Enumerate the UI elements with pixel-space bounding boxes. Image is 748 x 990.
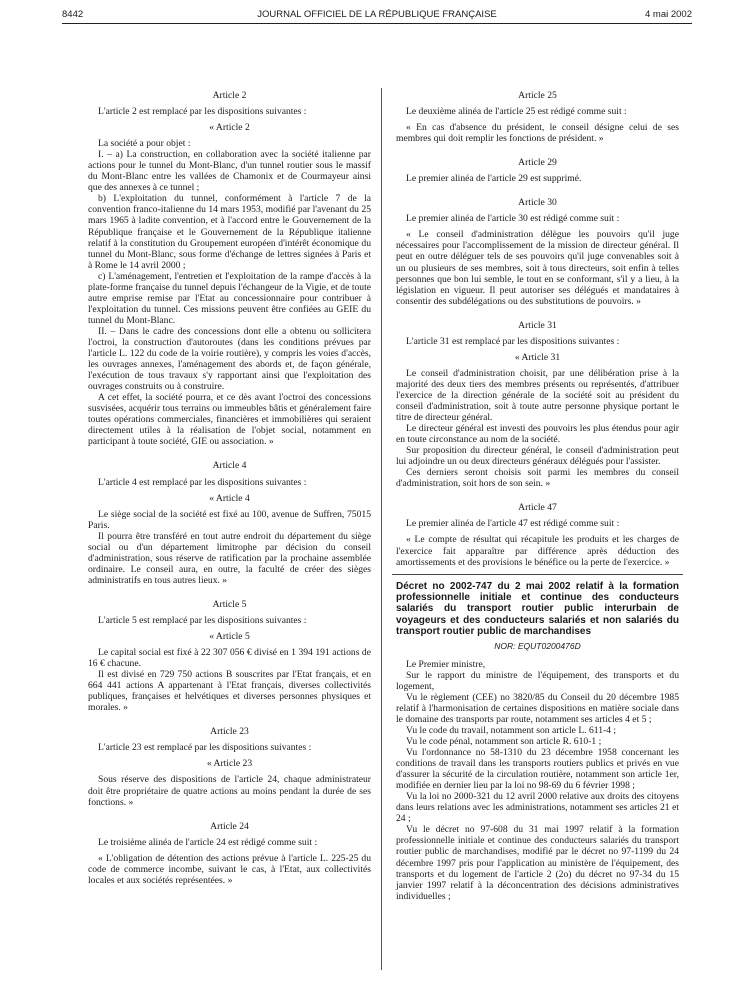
article-intro: L'article 31 est remplacé par les dispositions suivantes : (406, 335, 620, 347)
paragraph: Sur proposition du directeur général, le conseil d'administration peut lui adjoindre un ou deux directeurs généraux délégués pour l'assister. (396, 445, 679, 468)
article-intro: Le troisième alinéa de l'article 24 est rédigé comme suit : (98, 836, 318, 848)
paragraph: II. – Dans le cadre des concessions dont elle a obtenu ou sollicitera l'octroi, la construction d'autoroutes (dans les conditions prévues par l'article L. 122 du code de la voirie routière), y compris les voies d'accès, les ouvrages annexes, l'aménagement des abords et, de façon générale, l'exécution de tous travaux s'y rapportant ainsi que l'exploitation des ouvrages construits ou à construire. (88, 325, 371, 393)
decree-title: Décret no 2002-747 du 2 mai 2002 relatif à la formation professionnelle initiale et continue des conducteurs salariés du transport routier public interurbain de voyageurs et des conducteurs salariés et non salariés du transport routier public de marchandises (396, 580, 679, 638)
paragraph: b) L'exploitation du tunnel, conformément à l'article 7 de la convention franco-italienne du 14 mars 1953, modifié par l'avenant du 25 mars 1965 à ladite convention, et à l'accord entre le Gouvernement de la République française et le Gouvernement de la République italienne relatif à la constitution du Groupement européen d'intérêt économique du tunnel du Mont-Blanc, sous forme d'échange de lettres signées à Paris et à Rome le 14 avril 2000 ; (88, 193, 371, 271)
quoted-article-title: « Article 31 (514, 351, 561, 363)
article-intro: L'article 2 est remplacé par les dispositions suivantes : (98, 106, 307, 118)
article-intro: L'article 4 est remplacé par les dispositions suivantes : (98, 476, 307, 488)
article-title: Article 23 (210, 726, 249, 738)
paragraph: Le directeur général est investi des pouvoirs les plus étendus pour agir en toute circonstance au nom de la société. (396, 423, 679, 446)
paragraph: c) L'aménagement, l'entretien et l'exploitation de la rampe d'accès à la plate-forme française du tunnel depuis l'échangeur de la Vigie, et de toute autre emprise remise par l'Etat au concessionnaire pour contribuer à l'exploitation du tunnel. Ces missions peuvent être confiées au GEIE du tunnel du Mont-Blanc. (88, 270, 371, 326)
paragraph: « En cas d'absence du président, le conseil désigne celui de ses membres qui doit remplir les fonctions de président. » (396, 122, 679, 145)
article-intro: Le premier alinéa de l'article 30 est rédigé comme suit : (406, 213, 620, 225)
page-number: 8442 (62, 9, 84, 20)
paragraph: Le siège social de la société est fixé au 100, avenue de Suffren, 75015 Paris. (88, 508, 371, 531)
publication-date: 4 mai 2002 (644, 9, 692, 20)
paragraph: Le conseil d'administration choisit, par une délibération prise à la majorité des deux tiers des membres présents ou représentés, d'attribuer l'exercice de la direction générale de la société soit au président du conseil d'administration, soit à toute autre personne physique portant le titre de directeur général. (396, 367, 679, 424)
quoted-article-title: « Article 23 (206, 758, 253, 770)
paragraph: Le capital social est fixé à 22 307 056 € divisé en 1 394 191 actions de 16 € chacune. (88, 647, 371, 670)
article-title: Article 4 (212, 460, 247, 472)
left-column (88, 84, 371, 886)
article-intro: L'article 5 est remplacé par les dispositions suivantes : (98, 614, 307, 626)
article-title: Article 25 (518, 90, 557, 101)
right-column (396, 84, 679, 902)
article-title: Article 47 (518, 502, 557, 514)
article-intro: Le deuxième alinéa de l'article 25 est rédigé comme suit : (406, 106, 627, 118)
journal-title: JOURNAL OFFICIEL DE LA RÉPUBLIQUE FRANÇAISE (257, 9, 497, 20)
paragraph: A cet effet, la société pourra, et ce dès avant l'octroi des concessions susvisées, acquérir tous terrains ou immeubles bâtis et généralement faire toutes opérations commerciales, financières et immobilières qui seraient directement utiles à la réalisation de l'objet social, notamment en participant à toute société, GIE ou association. » (88, 392, 371, 448)
article-intro: Le premier alinéa de l'article 29 est supprimé. (406, 173, 582, 185)
paragraph: Vu la loi no 2000-321 du 12 avril 2000 relative aux droits des citoyens dans leurs relations avec les administrations, notamment ses articles 21 et 24 ; (396, 791, 679, 825)
paragraph: Le Premier ministre, (406, 658, 486, 670)
quoted-article-title: « Article 4 (209, 492, 250, 504)
paragraph: Ces derniers seront choisis soit parmi les membres du conseil d'administration, soit hors de son sein. » (396, 467, 679, 490)
paragraph: Vu le décret no 97-608 du 31 mai 1997 relatif à la formation professionnelle initiale et continue des conducteurs salariés du transport routier public de marchandises, modifié par le décret no 97-1199 du 24 décembre 1997 pris pour l'application au ministère de l'équipement, des transports et du logement de l'article 2 (2o) du décret no 97-34 du 15 janvier 1997 relatif à la déconcentration des décisions administratives individuelles ; (396, 824, 679, 902)
article-title: Article 31 (518, 319, 557, 331)
article-title: Article 29 (518, 157, 557, 169)
paragraph: « Le conseil d'administration délègue les pouvoirs qu'il juge nécessaires pour l'accomplissement de la mission de directeur général. Il peut en outre déléguer tels de ses pouvoirs qu'il juge convenables soit à un ou plusieurs de ses membres, soit à tous directeurs, soit enfin à telles personnes que bon lui semble, le tout en se conformant, s'il y a lieu, à la législation en vigueur. Il peut autoriser ses délégués et mandataires à consentir des subdélégations ou des substitutions de pouvoirs. » (396, 229, 679, 307)
article-intro: L'article 23 est remplacé par les dispositions suivantes : (98, 742, 312, 754)
article-intro: Le premier alinéa de l'article 47 est rédigé comme suit : (406, 518, 620, 530)
paragraph: Vu l'ordonnance no 58-1310 du 23 décembre 1958 concernant les conditions de travail dans les transports routiers publics et privés en vue d'assurer la sécurité de la circulation routière, notamment son article 1er, modifiée en dernier lieu par la loi no 98-69 du 6 février 1998 ; (396, 747, 679, 792)
paragraph: I. – a) La construction, en collaboration avec la société italienne par actions pour le tunnel du Mont-Blanc, d'un tunnel routier sous le massif du Mont-Blanc entre les vallées de Chamonix et de Courmayeur ainsi que des annexes à ce tunnel ; (88, 149, 371, 194)
quoted-article-title: « Article 5 (209, 631, 250, 643)
paragraph: « L'obligation de détention des actions prévue à l'article L. 225-25 du code de commerce incombe, suivant le cas, à l'Etat, aux collectivités locales et aux sociétés représentées. » (88, 852, 371, 886)
section-divider (392, 574, 683, 575)
article-title: Article 24 (210, 820, 249, 832)
nor-reference: NOR: EQUT0200476D (494, 640, 581, 651)
paragraph: La société a pour objet : (98, 138, 191, 150)
paragraph: Sous réserve des dispositions de l'article 24, chaque administrateur doit être propriétaire de quatre actions au moins pendant la durée de ses fonctions. » (88, 774, 371, 808)
article-title: Article 2 (212, 90, 247, 101)
page-header (62, 9, 692, 23)
paragraph: Il pourra être transféré en tout autre endroit du département du siège social ou d'un département limitrophe par décision du conseil d'administration, sous réserve de ratification par la prochaine assemblée ordinaire. Le conseil aura, en outre, la faculté de créer des sièges administratifs en tous autres lieux. » (88, 530, 371, 586)
paragraph: Vu le règlement (CEE) no 3820/85 du Conseil du 20 décembre 1985 relatif à l'harmonisation de certaines dispositions en matière sociale dans le domaine des transports par route, notamment ses articles 4 et 5 ; (396, 691, 679, 725)
paragraph: Sur le rapport du ministre de l'équipement, des transports et du logement, (396, 669, 679, 692)
article-title: Article 5 (212, 598, 247, 610)
paragraph: Vu le code du travail, notamment son article L. 611-4 ; (406, 724, 617, 736)
paragraph: « Le compte de résultat qui récapitule les produits et les charges de l'exercice fait apparaître par différence après déduction des amortissements et des provisions le bénéfice ou la perte de l'exercice. » (396, 534, 679, 568)
quoted-article-title: « Article 2 (209, 122, 250, 134)
column-divider (381, 88, 382, 970)
article-title: Article 30 (518, 197, 557, 209)
header-rule (62, 23, 692, 24)
paragraph: Il est divisé en 729 750 actions B souscrites par l'Etat français, et en 664 441 actions A appartenant à l'Etat français, diverses collectivités publiques, françaises et helvétiques et diverses personnes physiques et morales. » (88, 669, 371, 714)
paragraph: Vu le code pénal, notamment son article R. 610-1 ; (406, 736, 602, 747)
